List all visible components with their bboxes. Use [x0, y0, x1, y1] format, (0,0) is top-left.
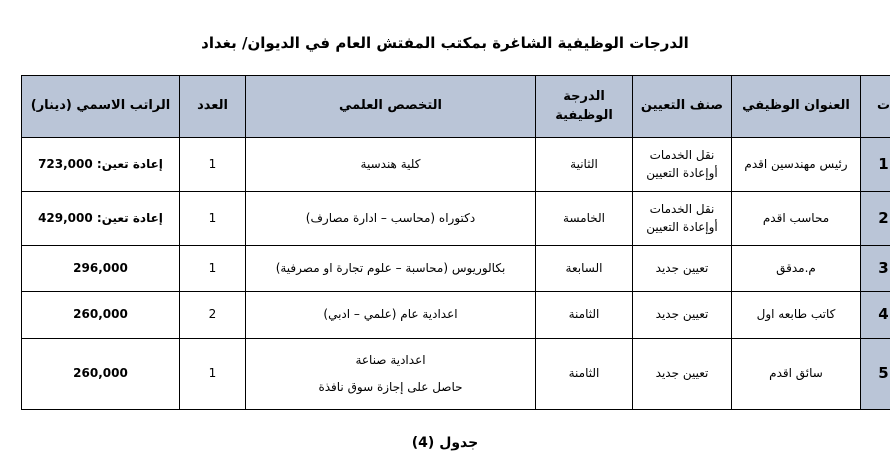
- job-grade: الخامسة: [536, 192, 633, 246]
- vacancies-table: [21, 75, 890, 410]
- specialization: [246, 138, 536, 192]
- job-title: م.مدقق: [732, 246, 861, 292]
- job-title: رئيس مهندسين اقدم: [732, 138, 861, 192]
- specialization-line: اعدادية عام (علمي – ادبي): [323, 307, 458, 322]
- salary: إعادة تعين: 723,000: [22, 138, 180, 192]
- header-grade: الدرجة الوظيفية: [536, 76, 633, 138]
- header-salary: الراتب الاسمي (دينار): [22, 76, 180, 138]
- specialization-line: حاصل على إجازة سوق نافذة: [318, 380, 463, 394]
- appointment-type: [633, 292, 732, 339]
- appointment-type-line: تعيين جديد: [655, 260, 709, 275]
- appointment-type: [633, 246, 732, 292]
- job-grade: الثانية: [536, 138, 633, 192]
- table-caption: جدول (4): [411, 435, 479, 451]
- header-job-title: العنوان الوظيفي: [732, 76, 861, 138]
- appointment-type-line: تعيين جديد: [655, 366, 709, 381]
- row-number: 4: [861, 292, 890, 339]
- job-grade: الثامنة: [536, 292, 633, 339]
- position-count: 2: [180, 292, 246, 339]
- header-no: ت: [861, 76, 890, 138]
- row-number: 1: [861, 138, 890, 192]
- table-row: [22, 192, 890, 246]
- specialization: [246, 339, 536, 410]
- specialization-line: كلية هندسية: [360, 156, 421, 171]
- specialization: [246, 246, 536, 292]
- salary: 296,000: [22, 246, 180, 292]
- job-title: محاسب اقدم: [732, 192, 861, 246]
- specialization-line: اعدادية صناعة: [355, 352, 426, 367]
- job-grade: الثامنة: [536, 339, 633, 410]
- position-count: 1: [180, 192, 246, 246]
- table-row: [22, 246, 890, 292]
- specialization: [246, 292, 536, 339]
- appointment-type-line: نقل الخدمات: [649, 202, 715, 217]
- specialization-line: دكتوراه (محاسب – ادارة مصارف): [305, 210, 476, 225]
- appointment-type: [633, 138, 732, 192]
- table-row: [22, 339, 890, 410]
- appointment-type: [633, 192, 732, 246]
- row-number: 2: [861, 192, 890, 246]
- salary: إعادة تعين: 429,000: [22, 192, 180, 246]
- header-count: العدد: [180, 76, 246, 138]
- appointment-type: [633, 339, 732, 410]
- row-number: 3: [861, 246, 890, 292]
- position-count: 1: [180, 138, 246, 192]
- appointment-type-line: أوإعادة التعيين: [646, 219, 718, 234]
- job-title: كاتب طابعه اول: [732, 292, 861, 339]
- salary: 260,000: [22, 292, 180, 339]
- table-header-row: [22, 76, 890, 138]
- salary: 260,000: [22, 339, 180, 410]
- row-number: 5: [861, 339, 890, 410]
- job-title: سائق اقدم: [732, 339, 861, 410]
- appointment-type-line: أوإعادة التعيين: [646, 165, 718, 180]
- page-title: الدرجات الوظيفية الشاغرة بمكتب المفتش العام في الديوان/ بغداد: [201, 34, 689, 52]
- job-grade: السابعة: [536, 246, 633, 292]
- table-row: [22, 292, 890, 339]
- position-count: 1: [180, 339, 246, 410]
- appointment-type-line: تعيين جديد: [655, 307, 709, 322]
- appointment-type-line: نقل الخدمات: [649, 148, 715, 163]
- header-specialization: التخصص العلمي: [246, 76, 536, 138]
- position-count: 1: [180, 246, 246, 292]
- header-appointment-type: صنف التعيين: [633, 76, 732, 138]
- table-row: [22, 138, 890, 192]
- specialization-line: بكالوريوس (محاسبة – علوم تجارة او مصرفية): [275, 260, 506, 275]
- specialization: [246, 192, 536, 246]
